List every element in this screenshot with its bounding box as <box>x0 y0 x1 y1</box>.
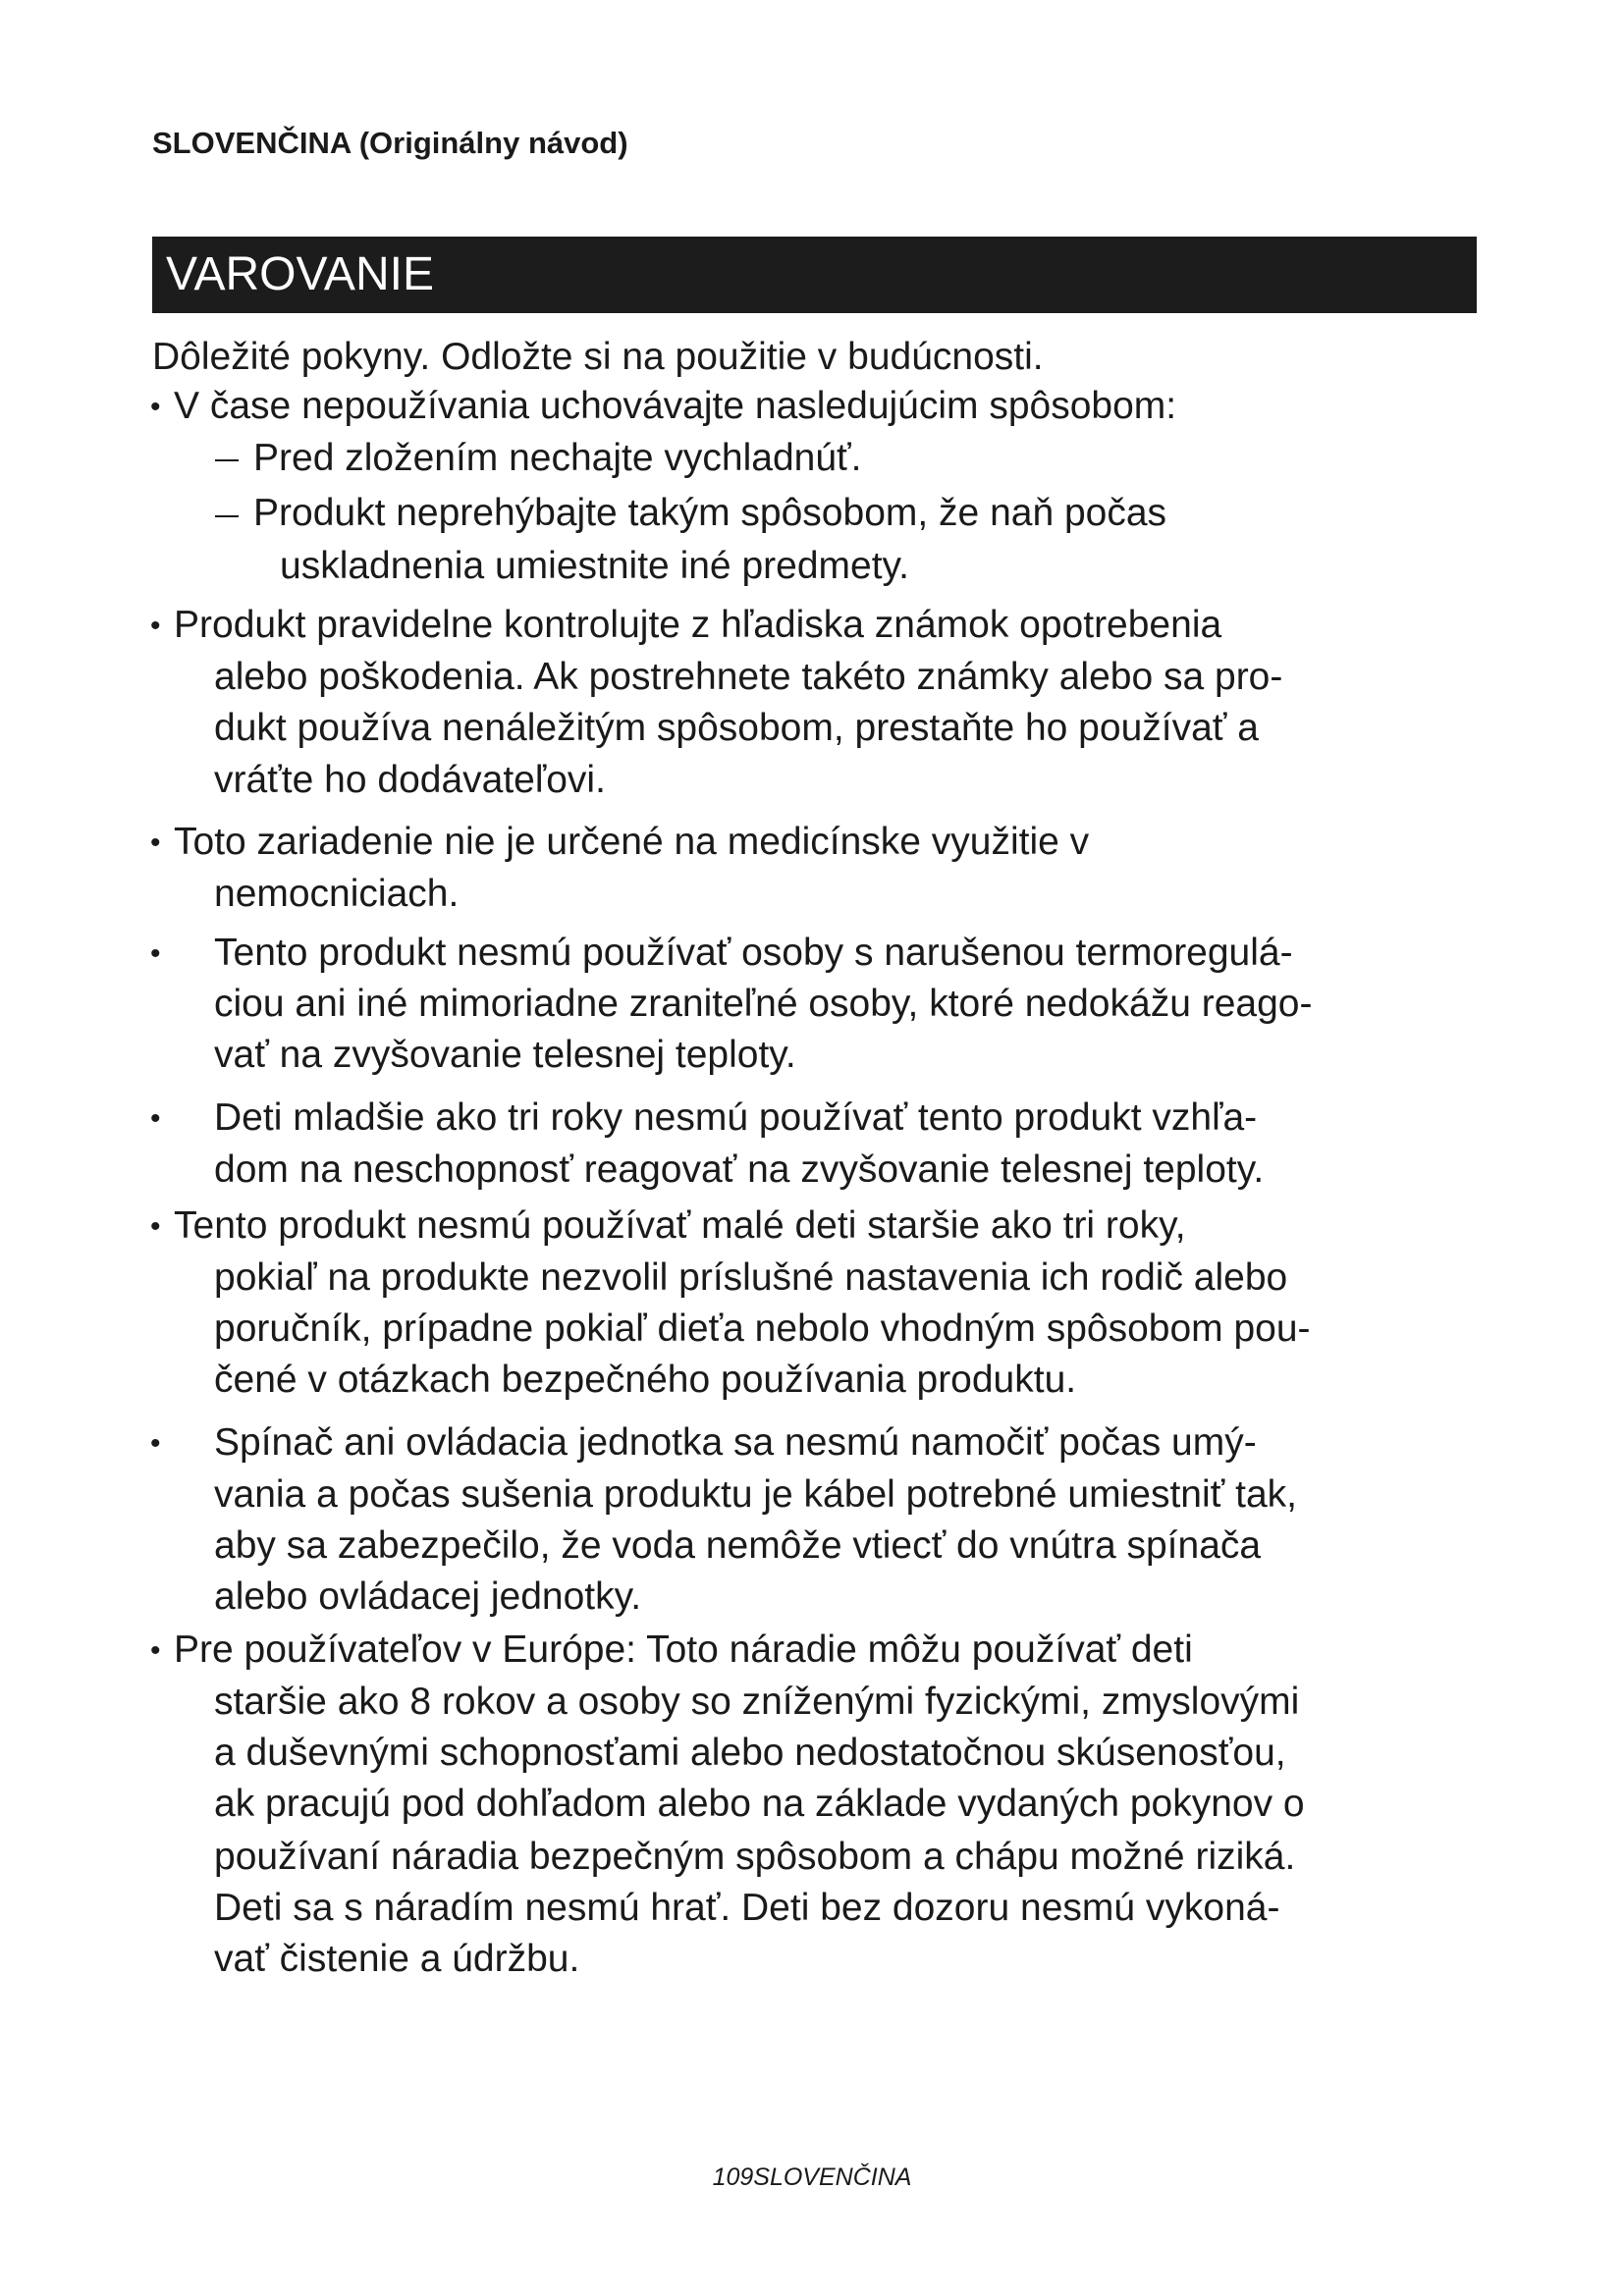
list-item-line: V čase nepoužívania uchovávajte nasledujúcim spôsobom: <box>174 385 1177 427</box>
list-item-line: čené v otázkach bezpečného používania produktu. <box>214 1359 1077 1401</box>
list-item-line: alebo ovládacej jednotky. <box>214 1575 642 1618</box>
list-item-line: vráťte ho dodávateľovi. <box>214 759 606 801</box>
warning-title: VAROVANIE <box>166 248 434 300</box>
bullet-icon: • <box>150 937 161 970</box>
list-item-line: pokiaľ na produkte nezvolil príslušné nastavenia ich rodič alebo <box>214 1256 1288 1299</box>
bullet-icon: • <box>150 1427 161 1460</box>
list-item-line: vania a počas sušenia produktu je kábel potrebné umiestniť tak, <box>214 1473 1297 1516</box>
intro-text: Dôležité pokyny. Odložte si na použitie v budúcnosti. <box>152 336 1044 378</box>
list-item-line: používaní náradia bezpečným spôsobom a chápu možné riziká. <box>214 1836 1296 1878</box>
list-item-line: Toto zariadenie nie je určené na medicínske využitie v <box>174 821 1090 863</box>
list-item-line: vať čistenie a údržbu. <box>214 1938 580 1980</box>
list-item-line: staršie ako 8 rokov a osoby so zníženými fyzickými, zmyslovými <box>214 1681 1300 1723</box>
list-item-line: vať na zvyšovanie telesnej teploty. <box>214 1034 796 1076</box>
bullet-icon: • <box>150 1102 161 1135</box>
list-item-line: a duševnými schopnosťami alebo nedostatočnou skúsenosťou, <box>214 1732 1286 1774</box>
list-item-line: dom na neschopnosť reagovať na zvyšovanie telesnej teploty. <box>214 1148 1265 1191</box>
list-item-line: Deti mladšie ako tri roky nesmú používať tento produkt vzhľa- <box>214 1096 1258 1139</box>
bullet-icon: • <box>150 1634 161 1667</box>
bullet-icon: • <box>150 391 161 423</box>
list-item-line: Produkt pravidelne kontrolujte z hľadiska známok opotrebenia <box>174 604 1222 646</box>
sub-item-line: Produkt neprehýbajte takým spôsobom, že naň počas <box>253 492 1167 534</box>
list-item-line: poručník, prípadne pokiaľ dieťa nebolo vhodným spôsobom pou- <box>214 1308 1311 1350</box>
sub-item-line: Pred zložením nechajte vychladnúť. <box>253 437 862 479</box>
list-item-line: aby sa zabezpečilo, že voda nemôže vtiecť do vnútra spínača <box>214 1524 1262 1567</box>
list-item-line: ak pracujú pod dohľadom alebo na základe vydaných pokynov o <box>214 1783 1305 1825</box>
list-item-line: Tento produkt nesmú používať malé deti staršie ako tri roky, <box>174 1204 1186 1247</box>
list-item-line: Spínač ani ovládacia jednotka sa nesmú namočiť počas umý- <box>214 1421 1257 1464</box>
bullet-icon: • <box>150 1210 161 1243</box>
bullet-icon: • <box>150 827 161 859</box>
page-header: SLOVENČINA (Originálny návod) <box>152 126 628 160</box>
list-item-line: nemocniciach. <box>214 873 460 915</box>
bullet-icon: • <box>150 610 161 642</box>
warning-banner <box>152 237 1477 313</box>
list-item-line: Tento produkt nesmú používať osoby s narušenou termoregulá- <box>214 932 1293 974</box>
list-item-line: dukt používa nenáležitým spôsobom, prestaňte ho používať a <box>214 707 1259 749</box>
list-item-line: ciou ani iné mimoriadne zraniteľné osoby, ktoré nedokážu reago- <box>214 983 1313 1025</box>
list-item-line: Pre používateľov v Európe: Toto náradie môžu používať deti <box>174 1629 1193 1671</box>
sub-item-line: uskladnenia umiestnite iné predmety. <box>280 545 909 587</box>
list-item-line: Deti sa s náradím nesmú hrať. Deti bez dozoru nesmú vykoná- <box>214 1887 1280 1929</box>
page-footer: 109SLOVENČINA <box>712 2163 912 2191</box>
dash-icon <box>215 459 239 461</box>
list-item-line: alebo poškodenia. Ak postrehnete takéto známky alebo sa pro- <box>214 656 1283 698</box>
dash-icon <box>215 515 239 517</box>
